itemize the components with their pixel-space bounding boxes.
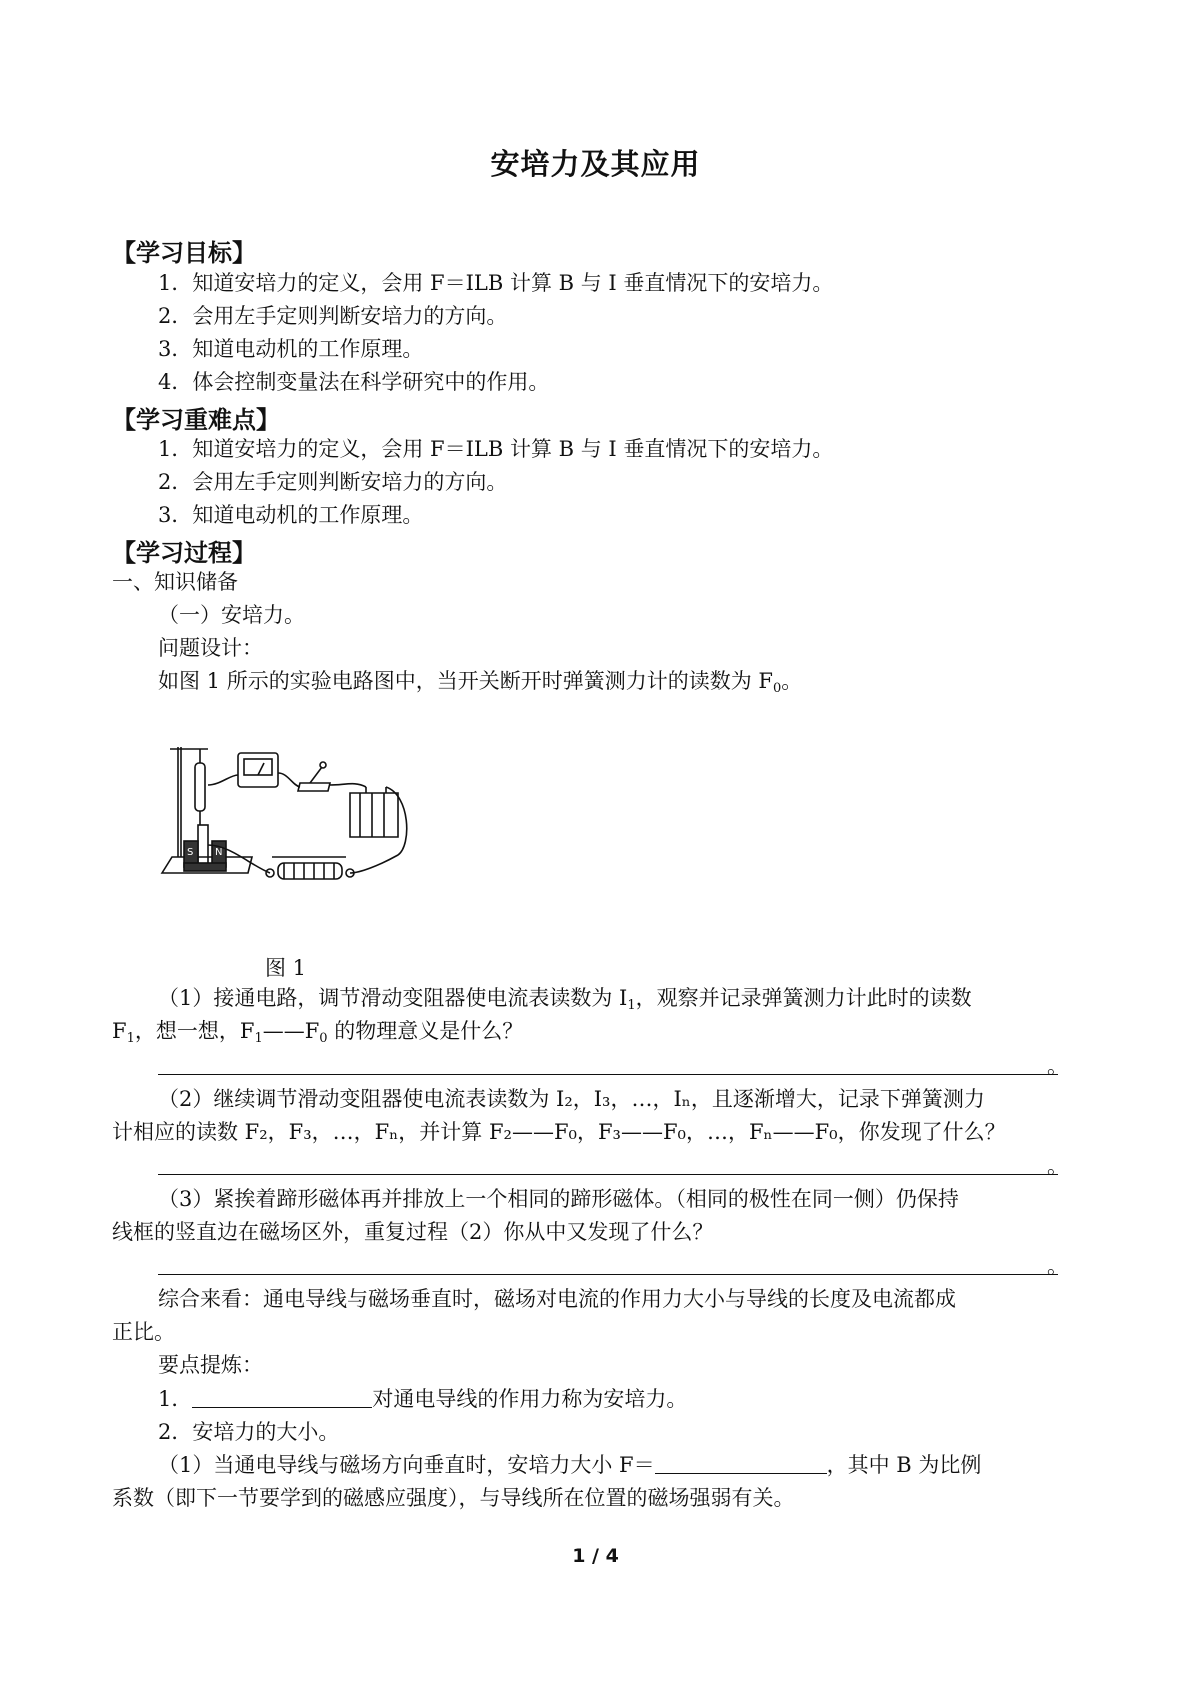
goal-item: 2．会用左手定则判断安培力的方向。: [158, 304, 508, 328]
point-2: 2．安培力的大小。: [158, 1420, 340, 1444]
question-3-line-2: 线框的竖直边在磁场区外，重复过程（2）你从中又发现了什么？: [112, 1220, 714, 1244]
fill-blank-formula[interactable]: [655, 1451, 827, 1474]
key-point-item: 3．知道电动机的工作原理。: [158, 503, 424, 527]
question-3-line-1: （3）紧挨着蹄形磁体再并排放上一个相同的蹄形磁体。（相同的极性在同一侧）仍保持: [158, 1187, 959, 1211]
part-heading: 一、知识储备: [112, 570, 238, 594]
goal-item: 4．体会控制变量法在科学研究中的作用。: [158, 370, 550, 394]
magnet-s-label: S: [187, 847, 194, 858]
key-summary-label: 要点提炼：: [158, 1353, 263, 1377]
summary-line-2: 正比。: [112, 1320, 175, 1344]
section-heading-process: 【学习过程】: [112, 539, 256, 567]
page-number: 1 / 4: [572, 1545, 619, 1567]
question-2-line-2: 计相应的读数 F₂，F₃，…，Fₙ，并计算 F₂——F₀，F₃——F₀，…，Fₙ——F₀，你发现了什么？: [112, 1120, 1006, 1144]
intro-paragraph: 如图 1 所示的实验电路图中，当开关断开时弹簧测力计的读数为 $F_0$。: [158, 669, 803, 696]
section-heading-key-points: 【学习重难点】: [112, 406, 280, 434]
subsection-heading: （一）安培力。: [158, 603, 305, 627]
answer-blank-2[interactable]: 。: [158, 1150, 1068, 1180]
answer-blank-3[interactable]: 。: [158, 1250, 1068, 1280]
figure-caption: 图 1: [265, 956, 307, 980]
magnet-n-label: N: [215, 847, 223, 858]
summary-line-1: 综合来看：通电导线与磁场垂直时，磁场对电流的作用力大小与导线的长度及电流都成: [158, 1287, 956, 1311]
point-1: 1． 对通电导线的作用力称为安培力。: [158, 1387, 688, 1411]
question-1-line-2: $F_1$，想一想，$F_1——F_0$ 的物理意义是什么？: [112, 1019, 524, 1046]
point-2-1-line-1: （1）当通电导线与磁场方向垂直时，安培力大小 F＝ ，其中 B 为比例: [158, 1453, 982, 1477]
question-1-line-1: （1）接通电路，调节滑动变阻器使电流表读数为 $I_1$，观察并记录弹簧测力计此时的读数: [158, 986, 972, 1013]
experiment-apparatus-figure: [160, 745, 455, 905]
key-point-item: 1．知道安培力的定义，会用 F＝ILB 计算 B 与 I 垂直情况下的安培力。: [158, 437, 834, 461]
page-title: 安培力及其应用: [490, 147, 701, 181]
goal-item: 3．知道电动机的工作原理。: [158, 337, 424, 361]
section-heading-goals: 【学习目标】: [112, 239, 256, 267]
question-2-line-1: （2）继续调节滑动变阻器使电流表读数为 I₂，I₃，…，Iₙ，且逐渐增大，记录下弹簧测力: [158, 1087, 985, 1111]
question-design-label: 问题设计：: [158, 636, 263, 660]
answer-blank-1[interactable]: 。: [158, 1050, 1068, 1080]
fill-blank-point-1[interactable]: [192, 1385, 372, 1408]
goal-item: 1．知道安培力的定义，会用 F＝ILB 计算 B 与 I 垂直情况下的安培力。: [158, 271, 834, 295]
point-2-1-line-2: 系数（即下一节要学到的磁感应强度），与导线所在位置的磁场强弱有关。: [112, 1486, 795, 1510]
key-point-item: 2．会用左手定则判断安培力的方向。: [158, 470, 508, 494]
